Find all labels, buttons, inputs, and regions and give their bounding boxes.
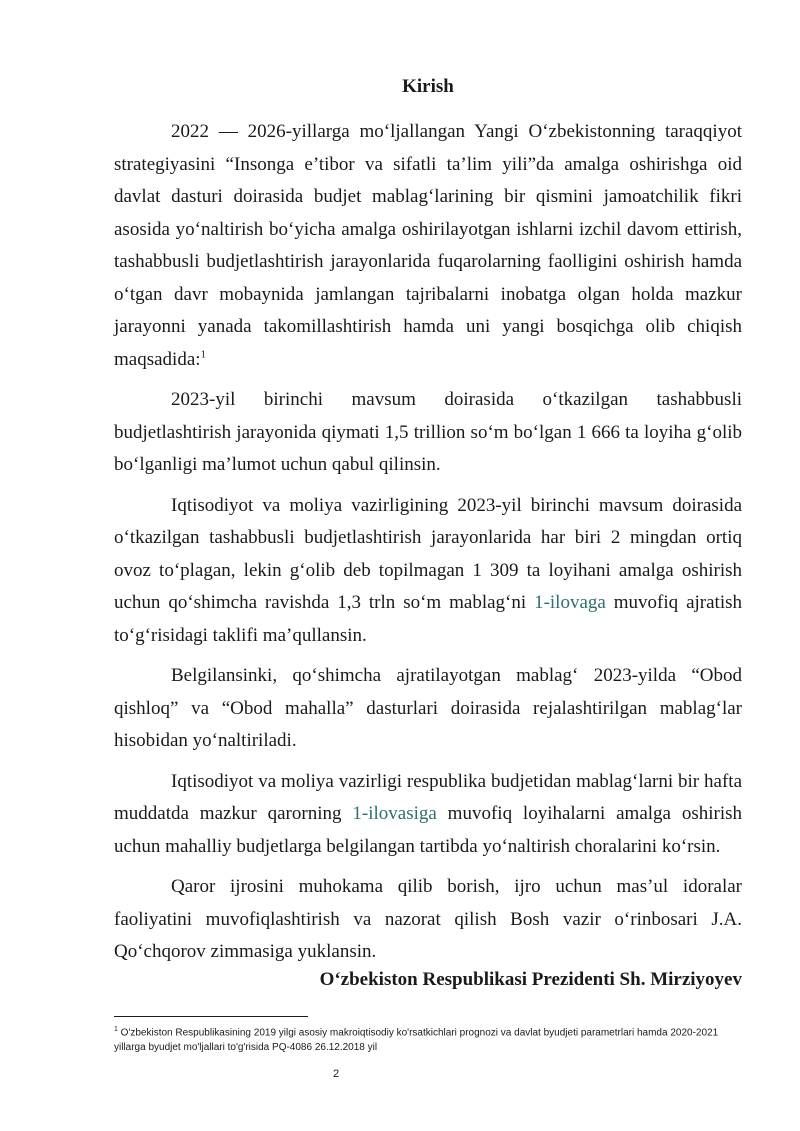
annex-link[interactable]: 1-ilovaga xyxy=(534,592,606,613)
footnote-reference[interactable]: 1 xyxy=(200,348,207,361)
footnote-number: 1 xyxy=(114,1026,118,1033)
paragraph-text: 2022 — 2026-yillarga mo‘ljallangan Yangi O‘zbekistonning taraqqiyot strategiyasini “Insonga e’tibor va sifatli ta’lim yili”da amalga oshirishga oid davlat dasturi doirasida budjet mablag‘larining bir qismini jamoatchilik fikri asosida yo‘naltirish bo‘yicha amalga oshirilayotgan ishlarni izchil davom ettirish, tashabbusli budjetlashtirish jarayonlarida fuqarolarning faolligini oshirish hamda o‘tgan davr mobaynida jamlangan tajribalarni inobatga olgan holda mazkur jarayonni yanada takomillashtirish hamda uni yangi bosqichga olib chiqish maqsadida: xyxy=(114,121,742,370)
paragraph-2 xyxy=(114,490,742,653)
paragraph-1 xyxy=(114,384,742,482)
paragraph-text: 2023-yil birinchi mavsum doirasida o‘tkazilgan tashabbusli budjetlashtirish jarayonida qiymati 1,5 trillion so‘m bo‘lgan 1 666 ta loyiha g‘olib bo‘lganligi ma’lumot uchun qabul qilinsin. xyxy=(114,389,742,475)
paragraph-text: muvofiq ajratish to‘g‘risidagi taklifi ma’qullansin. xyxy=(114,592,742,646)
footnote-divider xyxy=(114,1016,308,1017)
paragraph-text: Belgilansinki, qo‘shimcha ajratilayotgan mablag‘ 2023-yilda “Obod qishloq” va “Obod mahalla” dasturlari doirasida rejalashtirilgan mablag‘lar hisobidan yo‘naltiriladi. xyxy=(114,665,742,751)
document-body xyxy=(114,116,742,977)
paragraph-4 xyxy=(114,766,742,864)
paragraph-text: muvofiq loyihalarni amalga oshirish uchun mahalliy budjetlarga belgilangan tartibda yo‘naltirish choralarini ko‘rsin. xyxy=(114,803,742,857)
paragraph-text: Iqtisodiyot va moliya vazirligi respublika budjetidan mablag‘larni bir hafta muddatda mazkur qarorning xyxy=(114,770,742,824)
page-number: 2 xyxy=(332,1068,340,1080)
paragraph-text: Qaror ijrosini muhokama qilib borish, ijro uchun mas’ul idoralar faoliyatini muvofiqlashtirish va nazorat qilish Bosh vazir o‘rinbosari J.A. Qo‘chqorov zimmasiga yuklansin. xyxy=(114,876,742,962)
paragraph-3 xyxy=(114,660,742,758)
annex-link[interactable]: 1-ilovasiga xyxy=(352,803,437,824)
paragraph-text: Iqtisodiyot va moliya vazirligining 2023-yil birinchi mavsum doirasida o‘tkazilgan tashabbusli budjetlashtirish jarayonlarida har biri 2 mingdan ortiq ovoz to‘plagan, lekin g‘olib deb topilmagan 1 309 ta loyihani amalga oshirish uchun qo‘shimcha ravishda 1,3 trln so‘m mablag‘ni xyxy=(114,494,742,613)
footnote-text: O'zbekiston Respublikasining 2019 yilgi asosiy makroiqtisodiy ko'rsatkichlari prognozi va davlat byudjeti parametrlari hamda 2020-2021 yillarga byudjet mo'ljallari to'g'risida PQ-4086 26.12.2018 yil xyxy=(114,1027,719,1054)
paragraph-5 xyxy=(114,871,742,969)
signature: O‘zbekiston Respublikasi Prezidenti Sh. Mirziyoyev xyxy=(319,969,742,990)
paragraph-intro xyxy=(114,116,742,376)
page-title: Kirish xyxy=(402,76,454,97)
footnote xyxy=(114,1022,744,1055)
